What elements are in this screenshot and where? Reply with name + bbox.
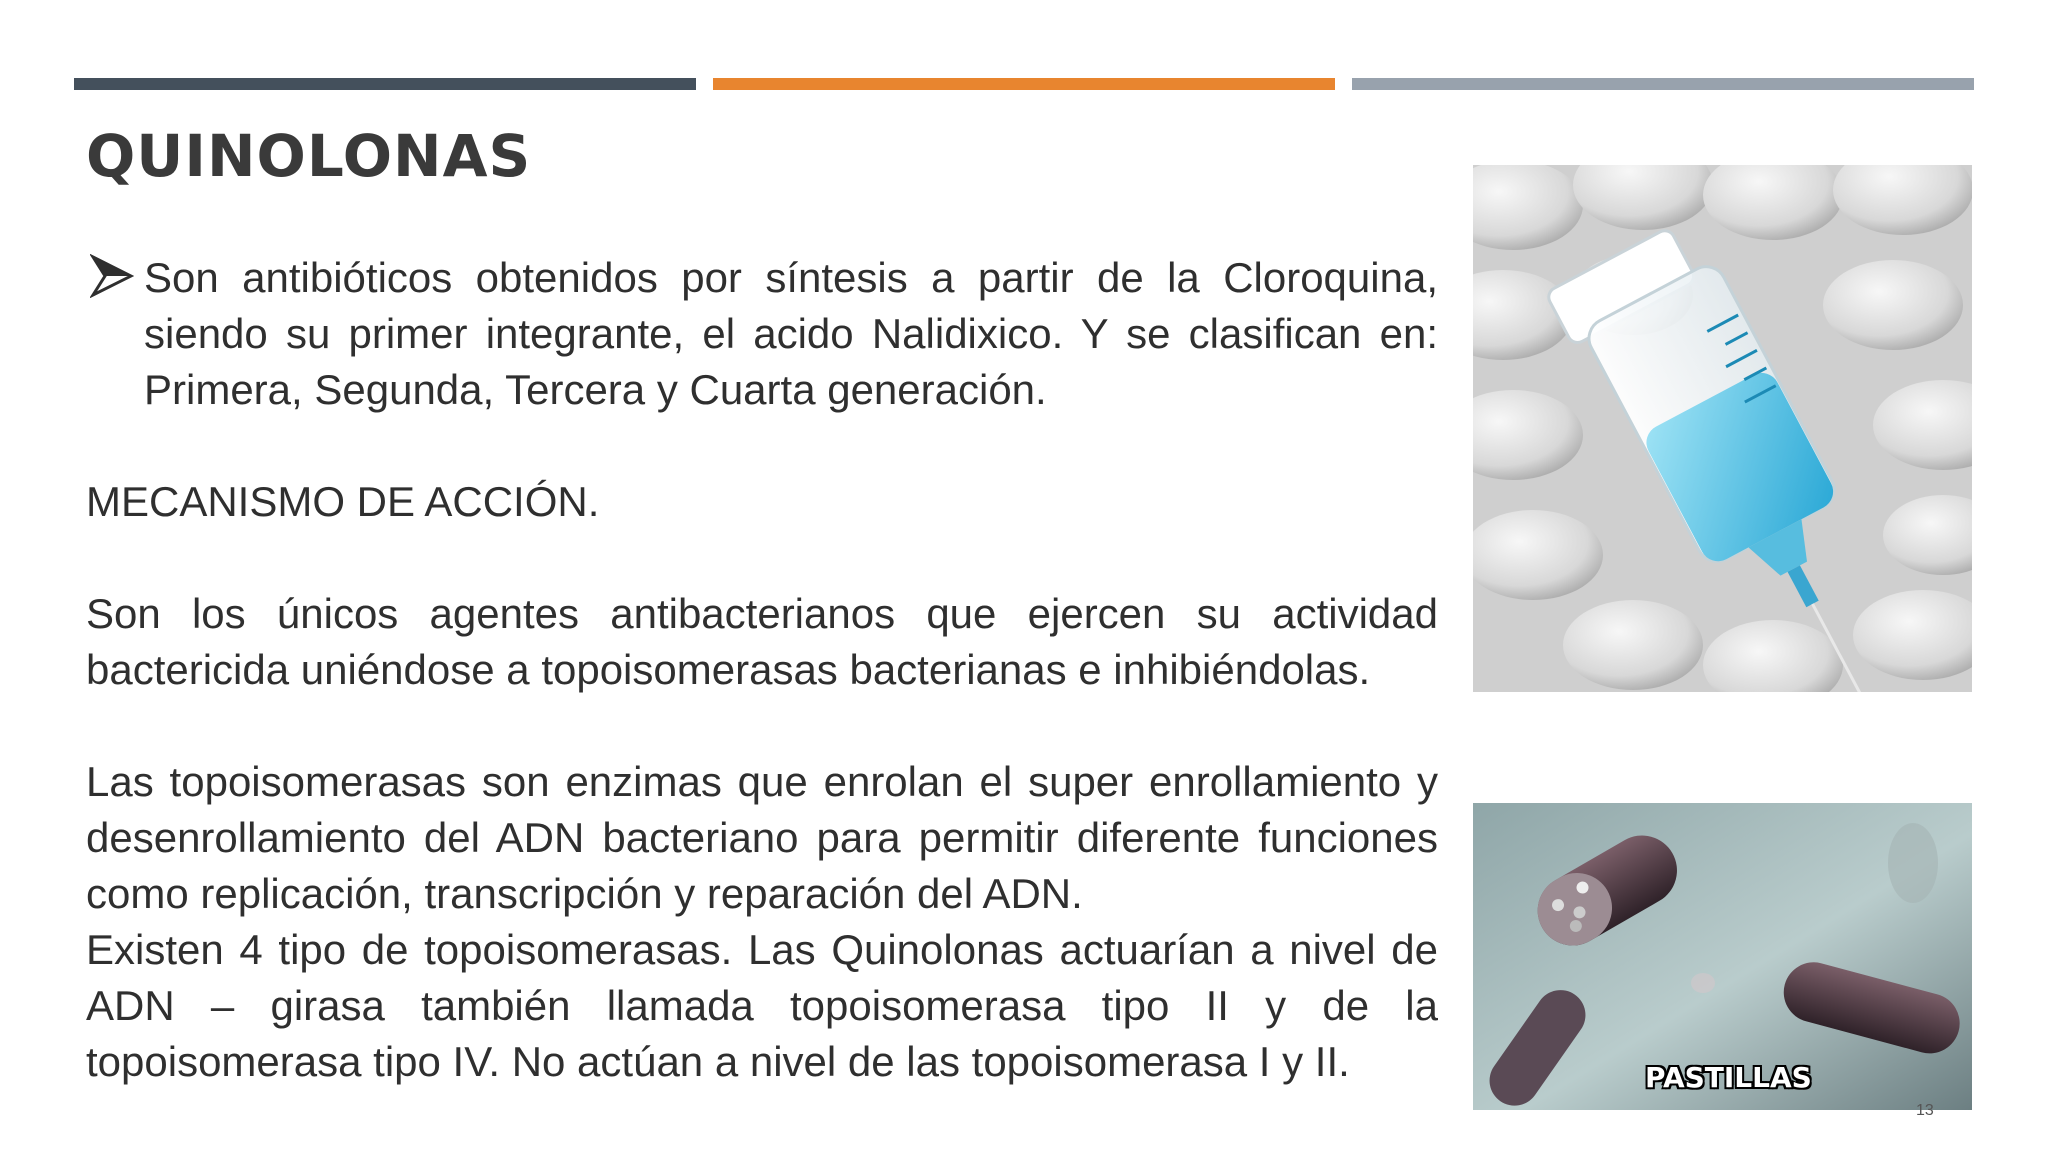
slide-number: 13 [1916,1102,1934,1119]
mechanism-heading: MECANISMO DE ACCIÓN. [86,478,600,525]
paragraph-mechanism: Son los únicos agentes antibacterianos que ejercen su actividad bactericida uniéndose a topoisomerasas bacterianas e inhibiéndolas. [86,590,1438,693]
arrowhead-bullet-icon [90,254,134,298]
spacer [86,698,1438,754]
bullet-item [86,250,1438,418]
slide-body [86,250,1438,1090]
paragraph-topoisomerases: Las topoisomerasas son enzimas que enrolan el super enrollamiento y desenrollamiento del ADN bacteriano para permitir diferente funciones como replicación, transcripción y reparación del ADN. [86,758,1438,917]
accent-bar-orange [713,78,1335,90]
accent-bar-dark [74,78,696,90]
pills-image [1473,803,1972,1110]
slide-title: QUINOLONAS [86,122,532,190]
bullet-text: Son antibióticos obtenidos por síntesis a partir de la Cloroquina, siendo su primer integrante, el acido Nalidixico. Y se clasifican en: Primera, Segunda, Tercera y Cuarta generación. [144,254,1438,413]
syringe-image [1473,165,1972,692]
spacer [86,418,1438,474]
pills-caption: PASTILLAS [1645,1061,1812,1094]
spacer [86,530,1438,586]
accent-bar-gray [1352,78,1974,90]
paragraph-types: Existen 4 tipo de topoisomerasas. Las Quinolonas actuarían a nivel de ADN – girasa también llamada topoisomerasa tipo II y de la topoisomerasa tipo IV. No actúan a nivel de las topoisomerasa I y II. [86,926,1438,1085]
